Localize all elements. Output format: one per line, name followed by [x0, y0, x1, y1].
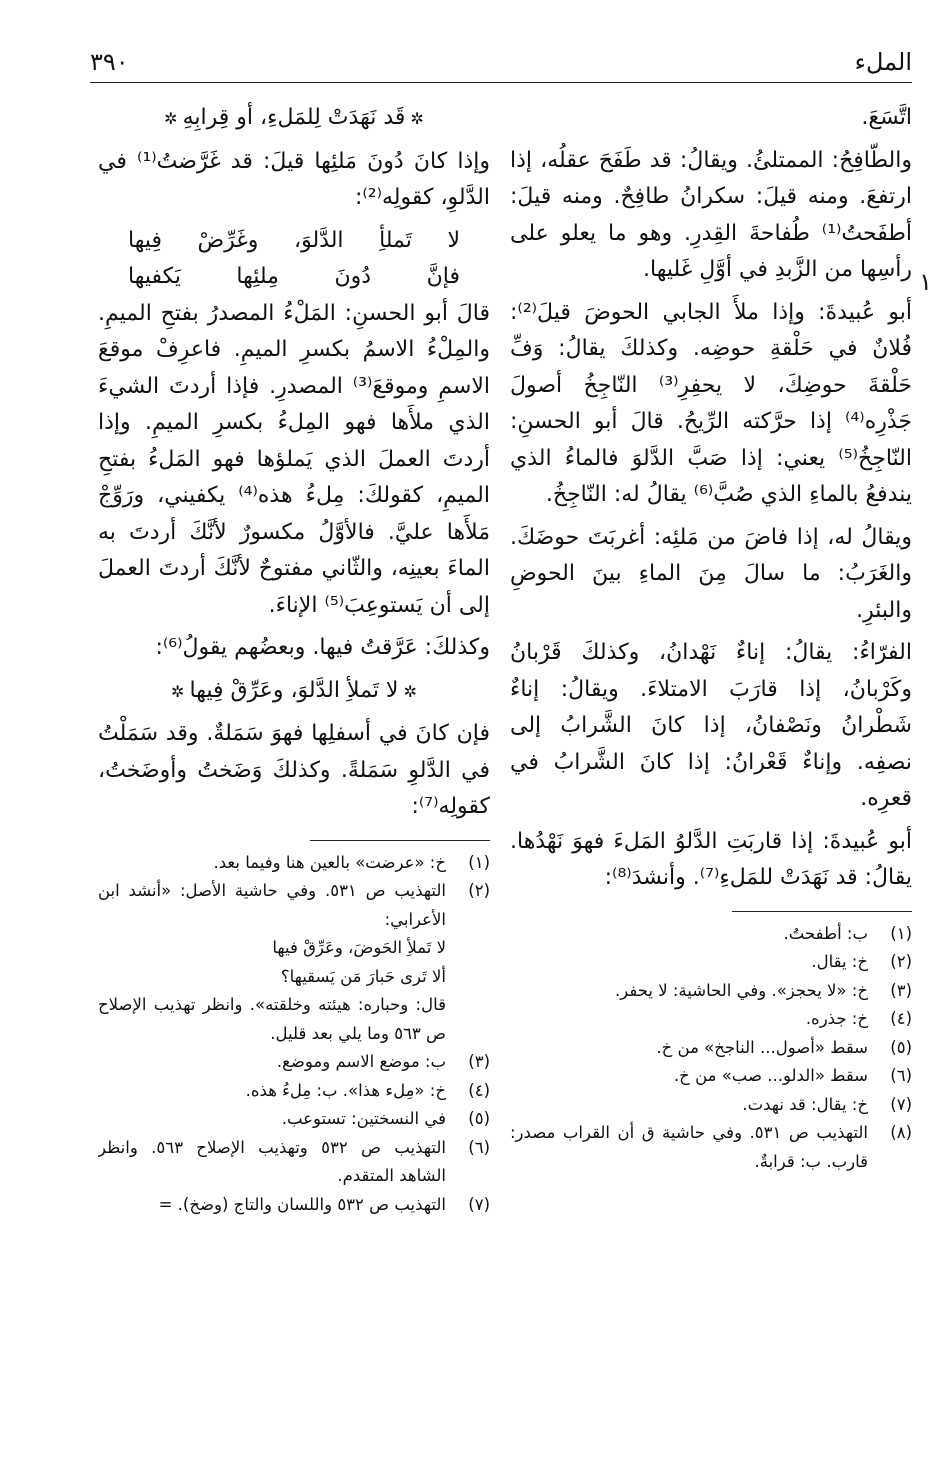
page-number: ٣٩٠ — [90, 48, 129, 76]
footnote: (٧) التهذيب ص ٥٣٢ واللسان والتاج (وضخ). = — [158, 1194, 490, 1214]
verse-line: فإنَّ دُونَ مِلئِها يَكفيها — [128, 264, 460, 289]
footnote: قال: وحباره: هيئته وخلقته». وانظر تهذيب الإصلاح ص ٥٦٣ وما يلي بعد قليل. — [98, 995, 446, 1043]
footnote: (٣) خ: «لا يحجز». وفي الحاشية: لا يحفر. — [615, 980, 912, 1000]
paragraph: قالَ أبو الحسنِ: المَلْءُ المصدرُ بفتحِ الميمِ. والمِلْءُ الاسمُ بكسرِ الميمِ. فاعرِفْ موقعَ الاسمِ وموقعَ⁽³⁾ المصدرِ. فإذا أردتَ الشيءَ الذي ملأَها فهو المِلءُ بكسرِ الميمِ. وإذا أردتَ العملَ الذي يَملؤها فهو المَلءُ بفتحِ الميمِ، كقولكَ: مِلءُ هذه⁽⁴⁾ يكفيني، ورَوِّجْ مَلأَها عليَّ. فالأوَّلُ مكسورٌ لأنَّكَ أردتَ به الماءَ بعينِه، والثّاني مفتوحٌ لأنَّكَ أردتَ العملَ إلى أن يَستوعِبَ⁽⁵⁾ الإناءَ. — [98, 300, 490, 618]
footnote-verse: لا تَملأِ الحَوضَ، وعَرِّقْ فيها — [272, 938, 446, 957]
margin-line-number: ١ — [919, 268, 932, 296]
verse-couplet — [98, 223, 490, 296]
verse-line: لا تَملأِ الدَّلوَ، وغَرِّضْ فِيها — [128, 227, 460, 253]
footnote: (٦) التهذيب ص ٥٣٢ وتهذيب الإصلاح ٥٦٣. وانظر الشاهد المتقدم. — [98, 1137, 490, 1185]
left-column — [98, 100, 490, 1219]
right-column — [510, 100, 912, 1176]
paragraph: الفرّاءُ: يقالُ: إناءٌ نَهْدانُ، وكذلكَ قَرْبانُ وكَرْبانُ، إذا قارَبَ الامتلاءَ. ويقالُ: إناءٌ شَطْرانُ ونَصْفانُ، إذا كانَ الشَّرابُ إلى نصفِه. وإناءٌ قَعْرانُ: إذا كانَ الشَّرابُ في قعرِه. — [510, 640, 912, 811]
footnote: (٣) ب: موضع الاسم وموضع. — [276, 1052, 490, 1071]
footnote: (١) ب: أطفحتُ. — [783, 923, 912, 943]
paragraph: اتَّسَعَ. — [861, 105, 912, 130]
footnote-separator — [732, 911, 912, 912]
footnote: (٤) خ: «مِلء هذا». ب: مِلءُ هذه. — [245, 1080, 490, 1100]
footnote: (١) خ: «عرضت» بالعين هنا وفيما بعد. — [213, 852, 490, 872]
footnote: (٦) سقط «الدلو... صب» من خ. — [673, 1066, 912, 1085]
verse: ✲ لا تَملأِ الدَّلوَ، وعَرِّقْ فِيها ✲ — [171, 677, 417, 703]
footnote: (٤) خ: جذره. — [805, 1009, 912, 1028]
page-header — [90, 42, 912, 83]
footnote: (٧) خ: يقال: قد نهدت. — [742, 1094, 912, 1114]
paragraph: وكذلكَ: عَرَّقتُ فيها. وبعضُهم يقولُ⁽⁶⁾: — [155, 635, 490, 660]
footnotes-left — [98, 849, 490, 1220]
paragraph: فإن كانَ في أسفلِها فهوَ سَمَلةٌ. وقد سَمَلْتُ في الدَّلوِ سَمَلةً. وكذلكَ وَضَختُ وأوضَختُ، كقولِه⁽⁷⁾: — [98, 721, 490, 819]
verse: ✲ قَد نَهَدَتْ لِلمَلءِ، أو قِرابِهِ ✲ — [164, 105, 424, 130]
paragraph: أبو عُبيدةَ: وإذا ملأَ الجابي الحوضَ قيلَ⁽²⁾: فُلانٌ في حَلْقةِ حوضِه. وكذلكَ يقالُ: وَفِّ حَلْقةَ حوضِكَ، لا يحفِرِ⁽³⁾ النّاجِخُ أصولَ جَذْرِه⁽⁴⁾ إذا حرَّكته الرِّيحُ. قالَ أبو الحسنِ: النّاجِخُ⁽⁵⁾ يعني: إذا صَبَّ الدَّلوَ فالماءُ الذي يندفعُ بالماءِ الذي صُبَّ⁽⁶⁾ يقالُ له: النّاجِخُ. — [510, 299, 912, 507]
footnote: (٨) التهذيب ص ٥٣١. وفي حاشية ق أن القراب مصدر: قارب. ب: قرابةٌ. — [510, 1123, 912, 1171]
paragraph: ويقالُ له، إذا فاضَ من مَلئِه: أغربَتَ حوضَكَ. والغَرَبُ: ما سالَ مِنَ الماءِ بينَ الحوضِ والبئرِ. — [510, 524, 912, 623]
footnotes-right — [510, 920, 912, 1177]
paragraph: والطّافِحُ: الممتلئُ. ويقالُ: قد طَفَحَ عقلُه، إذا ارتفعَ. ومنه قيلَ: سكرانُ طافِحٌ. ومنه قيلَ: أطفَحتُ⁽¹⁾ طُفاحةَ القِدرِ. وهو ما يعلو على رأسِها من الزَّبدِ في أوَّلِ غَليها. — [510, 147, 912, 282]
footnote: (٥) سقط «أصول... الناجخ» من خ. — [656, 1037, 912, 1057]
footnote-verse: ألا تَرى حَبارَ مَن يَسقيها؟ — [280, 966, 446, 986]
footnote-separator — [310, 840, 490, 841]
paragraph: وإذا كانَ دُونَ مَلئِها قيلَ: قد غَرَّضتُ⁽¹⁾ في الدَّلوِ، كقولِه⁽²⁾: — [98, 148, 490, 210]
footnote: (٥) في النسختين: تستوعب. — [281, 1109, 490, 1128]
footnote: (٢) خ: يقال. — [811, 952, 912, 971]
footnote: (٢) التهذيب ص ٥٣١. وفي حاشية الأصل: «أنشد ابن الأعرابي: — [98, 881, 490, 929]
paragraph: أبو عُبيدةَ: إذا قاربَتِ الدَّلوُ المَلءَ فهوَ نَهْدُها. يقالُ: قد نَهَدَتْ للمَلءِ⁽⁷⁾. وأنشدَ⁽⁸⁾: — [510, 828, 912, 890]
running-title: الملء — [854, 48, 912, 76]
